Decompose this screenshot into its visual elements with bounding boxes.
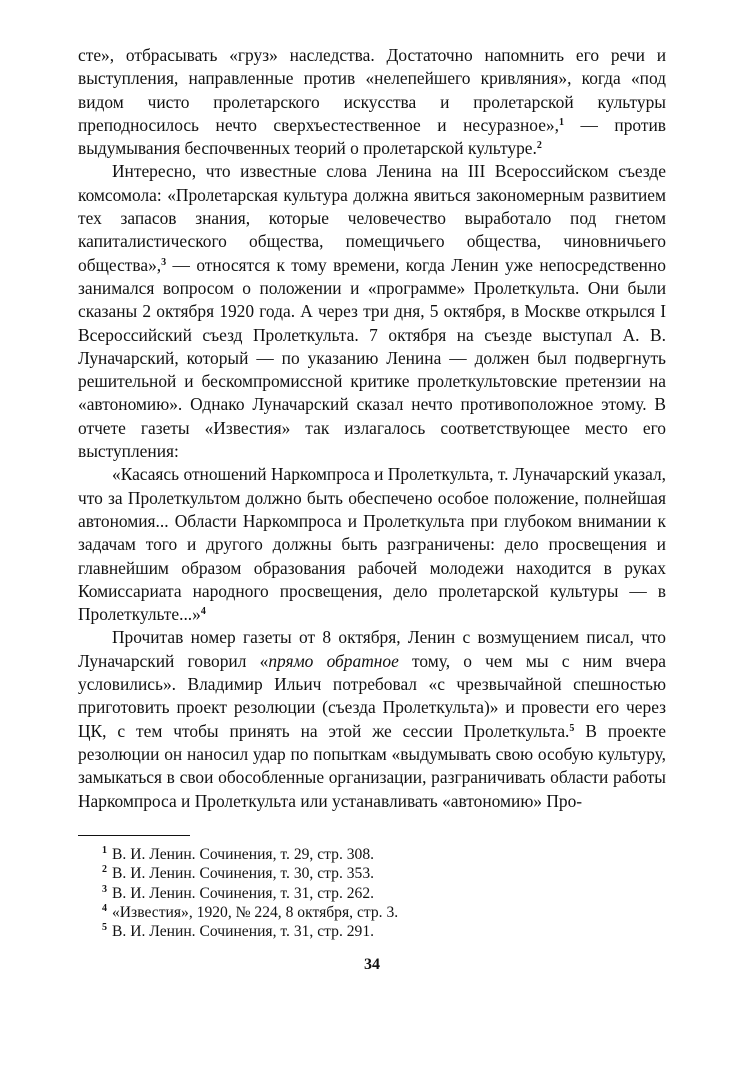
paragraph	[78, 44, 666, 160]
paragraph	[78, 626, 666, 812]
footnotes-list	[78, 845, 666, 942]
footnote-text: В. И. Ленин. Сочинения, т. 29, стр. 308.	[112, 845, 375, 863]
footnote-text: «Известия», 1920, № 224, 8 октября, стр. 3.	[112, 904, 399, 922]
footnote-number: 1	[102, 844, 107, 856]
footnote-number: 3	[102, 883, 107, 895]
book-page	[78, 44, 666, 974]
text-run: — против выдумывания беспочвенных теорий о пролетарской культуре.	[78, 114, 666, 159]
page-number: 34	[364, 955, 380, 973]
footnote-divider	[78, 835, 190, 836]
footnote-item	[78, 884, 666, 903]
footnote-item	[78, 903, 666, 922]
footnote-ref: 3	[161, 256, 167, 268]
text-run: Интересно, что известные слова Ленина на III Всероссийском съезде комсомола: «Пролетарская культура должна явиться закономерным развитием тех запасов знания, которые человечество выработало под гнетом капиталистического общества, помещичьего общества, чиновничьего общества»,	[78, 161, 666, 275]
footnote-item	[78, 845, 666, 864]
emphasized-text: прямо обратное	[268, 650, 399, 671]
footnote-number: 4	[102, 903, 107, 915]
footnote-ref: 5	[569, 722, 575, 734]
footnote-ref: 4	[200, 606, 206, 618]
footnote-number: 2	[102, 864, 107, 876]
text-run: тому, о чем мы с ним вчера условились». Владимир Ильич потребовал «с чрезвычайной спешностью приготовить проект резолюции (съезда Пролеткульта)» и провести его через ЦК, с тем чтобы принять на этой же сессии Пролеткульта.	[78, 650, 666, 741]
footnote-number: 5	[102, 922, 107, 934]
text-run: Прочитав номер газеты от 8 октября, Ленин с возмущением писал, что Луначарский говорил «	[78, 627, 666, 671]
text-run: сте», отбрасывать «груз» наследства. Достаточно напомнить его речи и выступления, направленные против «нелепейшего кривляния», когда «под видом чисто пролетарского искусства и пролетарской культуры преподносилось нечто сверхъестественное и несуразное»,	[78, 45, 666, 135]
footnote-item	[78, 864, 666, 883]
paragraph	[78, 463, 666, 626]
footnote-text: В. И. Ленин. Сочинения, т. 31, стр. 291.	[112, 923, 375, 941]
text-run: «Касаясь отношений Наркомпроса и Пролеткульта, т. Луначарский указал, что за Пролеткультом должно быть обеспечено особое положение, полнейшая автономия... Области Наркомпроса и Пролеткульта при глубоком внимании к задачам того и другого должны быть разграничены: дело просвещения и главнейшим образом образования рабочей молодежи находится в руках Комиссариата народного просвещения, дело пролетарской культуры — в Пролеткульте...»	[78, 464, 666, 625]
footnote-item	[78, 922, 666, 941]
footnote-ref: 2	[536, 140, 542, 152]
footnote-text: В. И. Ленин. Сочинения, т. 30, стр. 353.	[112, 865, 375, 883]
text-run: В проекте резолюции он наносил удар по попыткам «выдумывать свою особую культуру, замыкаться в свои обособленные организации, разграничивать области работы Наркомпроса и Пролеткульта или устанавливать «автономию» Про-	[78, 720, 666, 811]
footnote-ref: 1	[558, 116, 564, 128]
body-text	[78, 44, 666, 813]
footnote-text: В. И. Ленин. Сочинения, т. 31, стр. 262.	[112, 884, 375, 902]
text-run: — относятся к тому времени, когда Ленин уже непосредственно занимался вопросом о положении и «программе» Пролеткульта. Они были сказаны 2 октября 1920 года. А через три дня, 5 октября, в Москве открылся I Всероссийский съезд Пролеткульта. 7 октября на съезде выступал А. В. Луначарский, который — по указанию Ленина — должен был подвергнуть решительной и бескомпромиссной критике пролеткультовские претензии на «автономию». Однако Луначарский сказал нечто противоположное этому. В отчете газеты «Известия» так излагалось соответствующее место его выступления:	[78, 254, 666, 462]
paragraph	[78, 160, 666, 463]
